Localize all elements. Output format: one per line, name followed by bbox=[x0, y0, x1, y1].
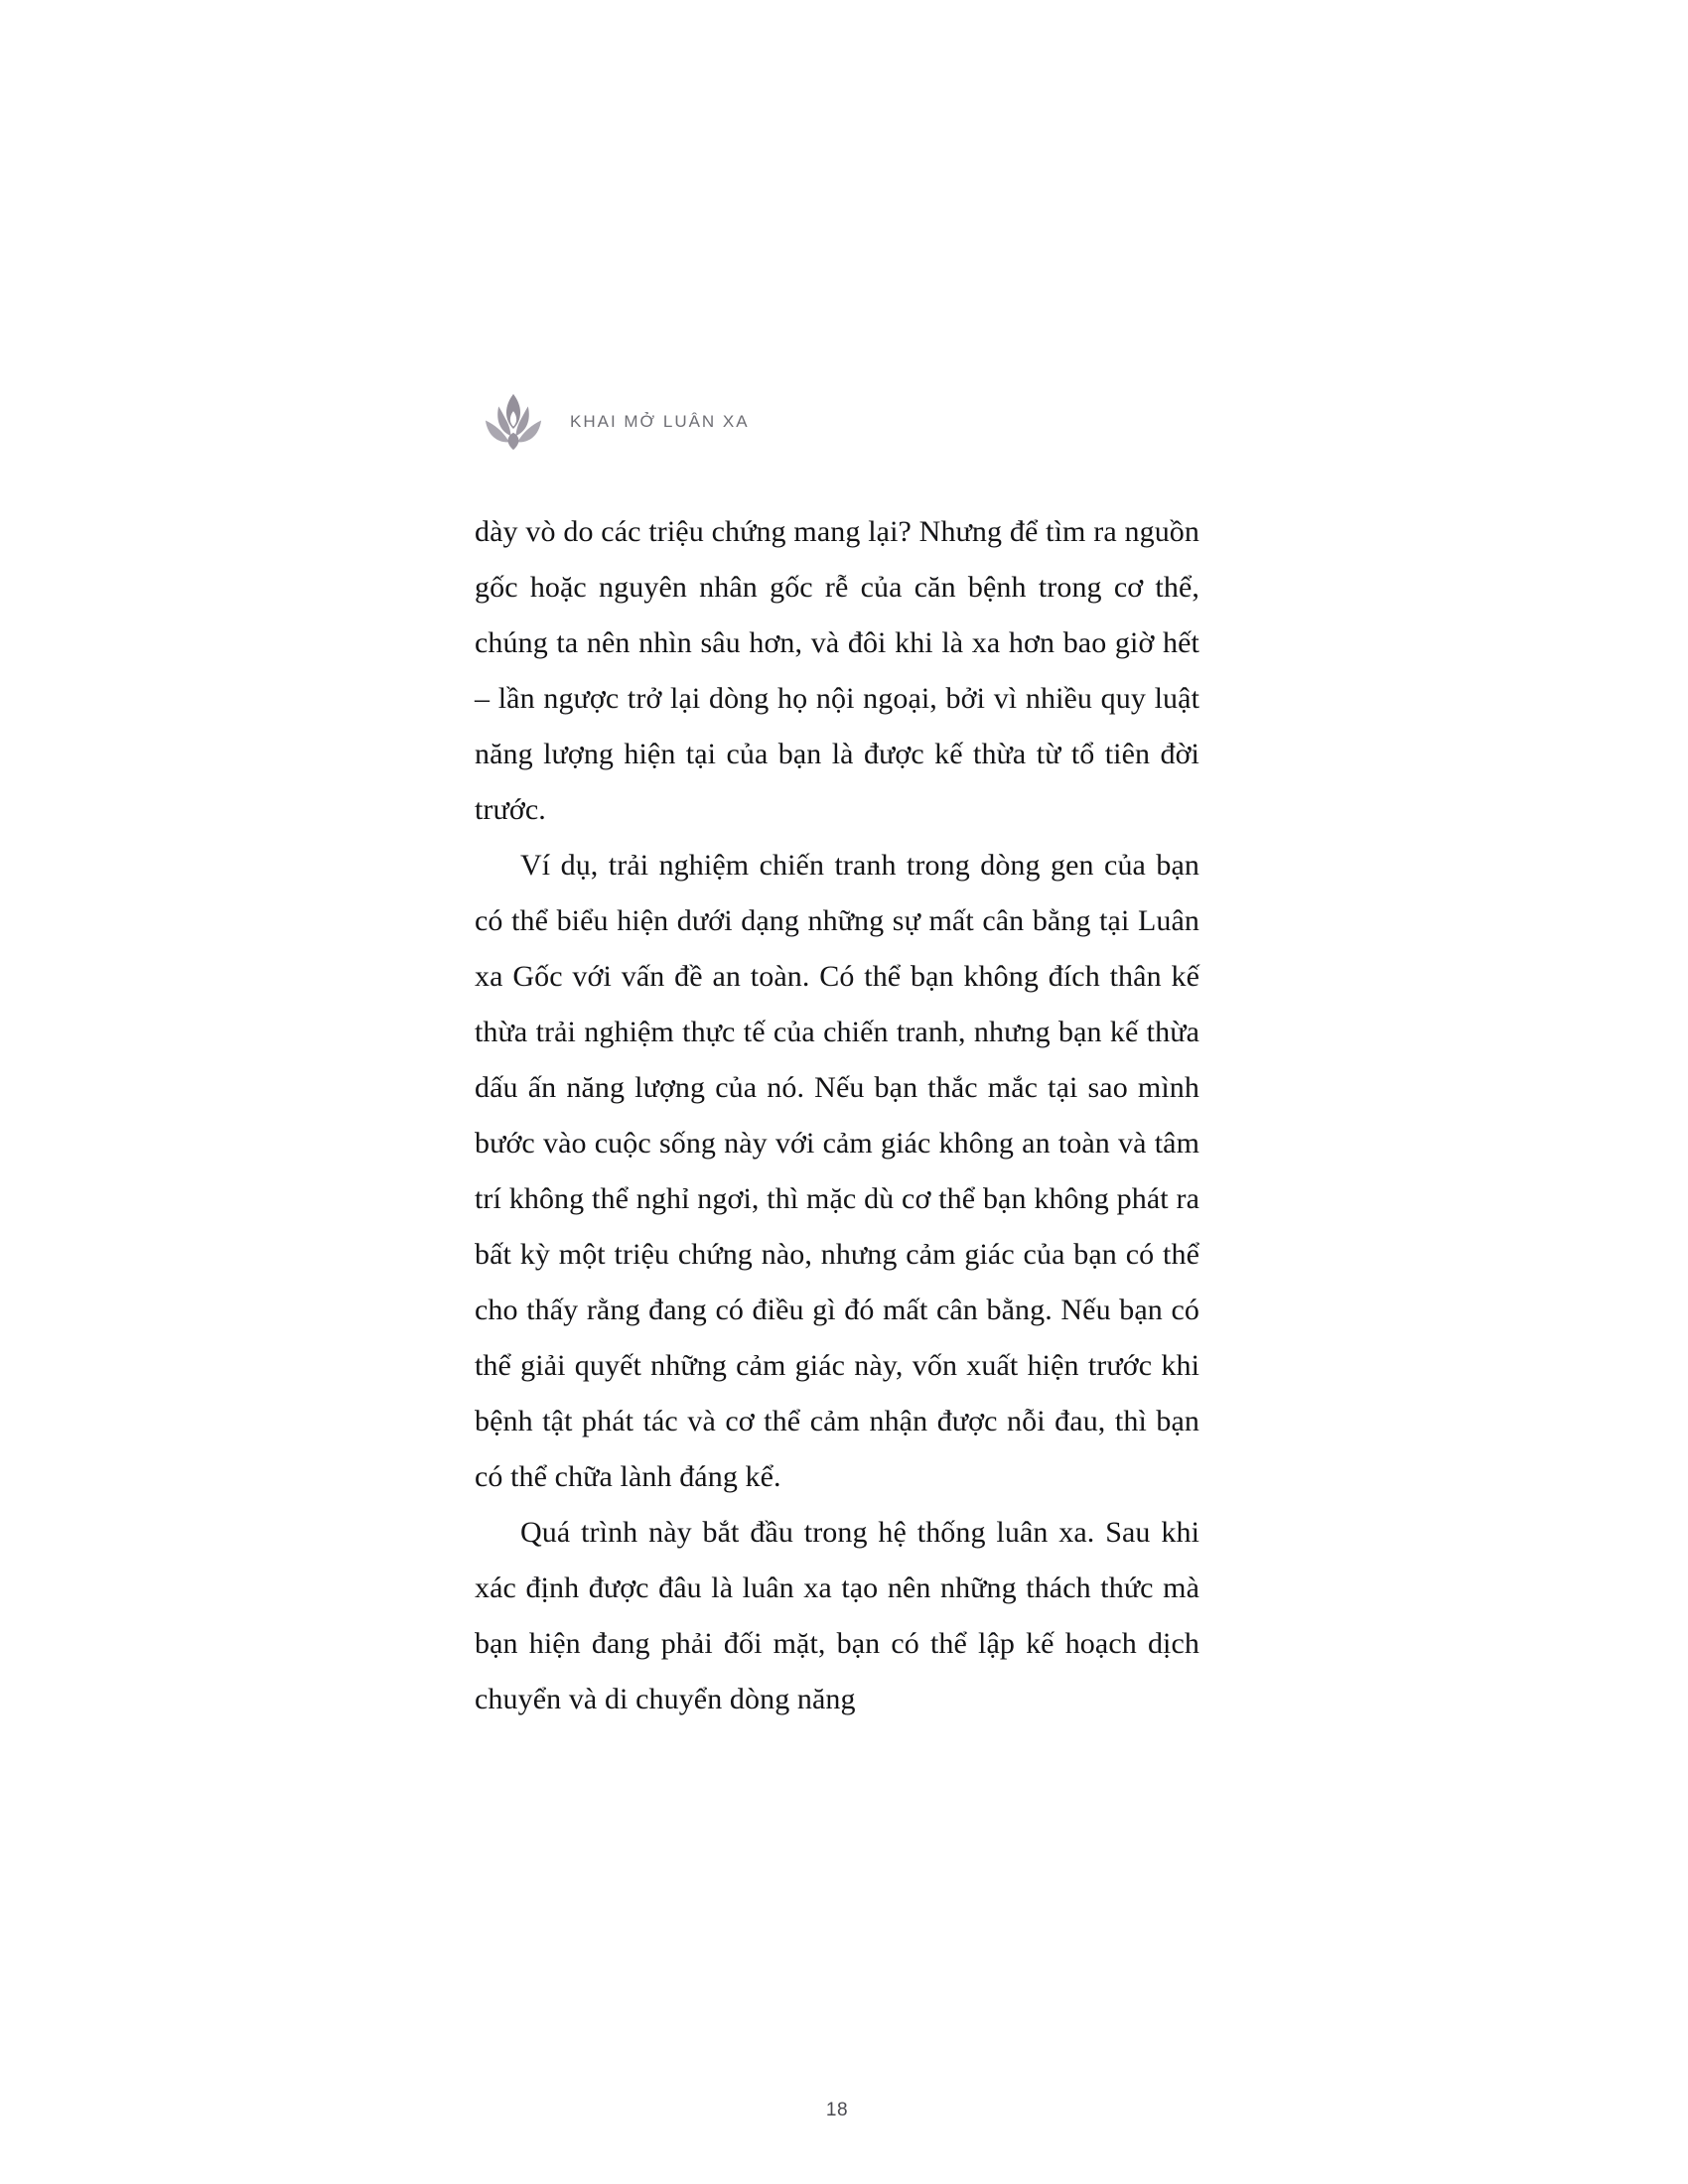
running-header-title: KHAI MỞ LUÂN XA bbox=[570, 412, 750, 431]
page-content-frame bbox=[475, 377, 1199, 2120]
paragraph-2: Ví dụ, trải nghiệm chiến tranh trong dòng gen của bạn có thể biểu hiện dưới dạng những sự mất cân bằng tại Luân xa Gốc với vấn đề an toàn. Có thể bạn không đích thân kế thừa trải nghiệm thực tế của chiến tranh, nhưng bạn kế thừa dấu ấn năng lượng của nó. Nếu bạn thắc mắc tại sao mình bước vào cuộc sống này với cảm giác không an toàn và tâm trí không thể nghỉ ngơi, thì mặc dù cơ thể bạn không phát ra bất kỳ một triệu chứng nào, nhưng cảm giác của bạn có thể cho thấy rằng đang có điều gì đó mất cân bằng. Nếu bạn có thể giải quyết những cảm giác này, vốn xuất hiện trước khi bệnh tật phát tác và cơ thể cảm nhận được nỗi đau, thì bạn có thể chữa lành đáng kể. bbox=[475, 849, 1199, 1493]
lotus-icon bbox=[475, 383, 552, 461]
page-number: 18 bbox=[825, 2100, 849, 2120]
paragraph-3: Quá trình này bắt đầu trong hệ thống luân xa. Sau khi xác định được đâu là luân xa tạo nên những thách thức mà bạn hiện đang phải đối mặt, bạn có thể lập kế hoạch dịch chuyển và di chuyển dòng năng bbox=[475, 1516, 1199, 1715]
running-header bbox=[475, 377, 1199, 467]
paragraph-1: dày vò do các triệu chứng mang lại? Nhưng để tìm ra nguồn gốc hoặc nguyên nhân gốc rễ của căn bệnh trong cơ thể, chúng ta nên nhìn sâu hơn, và đôi khi là xa hơn bao giờ hết – lần ngược trở lại dòng họ nội ngoại, bởi vì nhiều quy luật năng lượng hiện tại của bạn là được kế thừa từ tổ tiên đời trước. bbox=[475, 515, 1199, 826]
body-text bbox=[475, 504, 1199, 1727]
